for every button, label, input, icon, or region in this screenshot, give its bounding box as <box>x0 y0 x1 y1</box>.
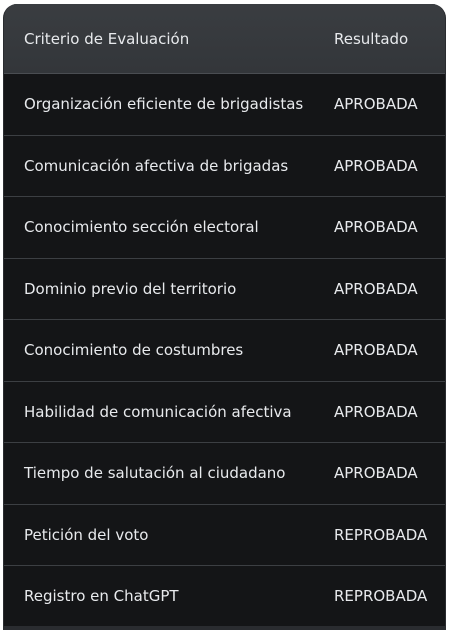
row-criteria: Conocimiento de costumbres <box>24 341 244 359</box>
row-criteria: Petición del voto <box>24 525 149 544</box>
table-row <box>4 382 445 444</box>
row-criteria: Tiempo de salutación al ciudadano <box>24 464 286 482</box>
row-result: APROBADA <box>334 156 418 175</box>
header-result: Resultado <box>334 29 409 48</box>
table-row <box>4 320 445 382</box>
row-result: APROBADA <box>334 95 418 113</box>
row-result: APROBADA <box>334 402 418 421</box>
row-result: APROBADA <box>334 341 418 359</box>
table-footer-strip <box>4 626 445 630</box>
table-row <box>4 74 445 136</box>
row-criteria: Registro en ChatGPT <box>24 587 179 605</box>
row-result: APROBADA <box>334 218 418 236</box>
row-criteria: Organización eficiente de brigadistas <box>24 95 304 113</box>
table-row <box>4 505 445 567</box>
header-criteria: Criterio de Evaluación <box>24 29 190 48</box>
row-criteria: Dominio previo del territorio <box>24 279 237 298</box>
table-row <box>4 443 445 505</box>
row-result: APROBADA <box>334 464 418 482</box>
row-result: REPROBADA <box>334 525 428 544</box>
row-result: REPROBADA <box>334 587 428 605</box>
table-row <box>4 259 445 321</box>
row-criteria: Comunicación afectiva de brigadas <box>24 156 289 175</box>
row-result: APROBADA <box>334 279 418 298</box>
evaluation-table <box>3 4 446 630</box>
row-criteria: Habilidad de comunicación afectiva <box>24 402 292 421</box>
table-row <box>4 136 445 198</box>
table-header <box>4 4 445 74</box>
table-row <box>4 566 445 628</box>
row-criteria: Conocimiento sección electoral <box>24 218 259 236</box>
table-row <box>4 197 445 259</box>
